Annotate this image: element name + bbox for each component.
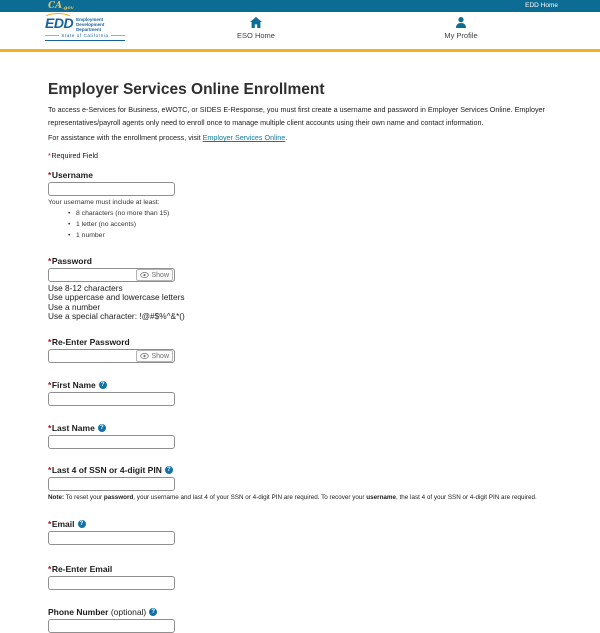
nav-eso-home-label: ESO Home [237, 31, 275, 40]
username-hint-item: • 8 characters (no more than 15) [76, 210, 555, 217]
username-hint-item: • 1 letter (no accents) [76, 221, 555, 228]
ssn-pin-field [48, 465, 555, 502]
required-marker: * [48, 337, 52, 348]
edd-logo-state-row [45, 33, 125, 38]
required-marker: * [48, 170, 52, 180]
last-name-input[interactable] [48, 435, 175, 449]
required-marker: * [48, 564, 52, 575]
edd-logo-department-text: Employment Development Department [76, 17, 105, 32]
nav-eso-home[interactable] [211, 17, 301, 40]
show-button-label: Show [151, 352, 169, 360]
email-field [48, 519, 555, 545]
first-name-field [48, 380, 555, 406]
required-field-note [48, 151, 555, 160]
username-hints [48, 210, 555, 239]
phone-label: Phone Number (optional) ? [48, 607, 555, 617]
assistance-prefix: For assistance with the enrollment process, visit [48, 133, 203, 142]
ca-gov-logo-text: CA [48, 1, 63, 11]
ssn-pin-note: Note: To reset your password, your username and last 4 of your SSN or 4-digit PIN are required. To recover your username, the last 4 of your SSN or 4-digit PIN are required. [48, 494, 537, 502]
nav-my-profile[interactable] [416, 17, 506, 40]
assistance-text [48, 133, 555, 143]
required-marker: * [48, 380, 52, 391]
nav-my-profile-label: My Profile [444, 31, 478, 40]
reenter-password-input-group [48, 349, 175, 363]
required-marker: * [48, 256, 52, 266]
email-label: *Email ? [48, 519, 555, 529]
required-marker: * [48, 423, 52, 434]
ssn-pin-input[interactable] [48, 477, 175, 491]
first-name-input[interactable] [48, 392, 175, 406]
phone-field [48, 607, 555, 633]
reenter-password-show-button[interactable] [136, 350, 173, 362]
password-rules [48, 284, 555, 321]
password-rule: Use a special character: !@#$%^&*() [48, 310, 185, 321]
username-input[interactable] [48, 182, 175, 196]
reenter-email-field [48, 564, 555, 590]
last-name-field [48, 423, 555, 449]
password-rule: Use uppercase and lowercase letters [48, 292, 185, 303]
email-input[interactable] [48, 531, 175, 545]
edd-logo-swoosh [43, 13, 73, 25]
reenter-password-label: *Re-Enter Password [48, 337, 130, 348]
help-icon[interactable]: ? [149, 608, 157, 616]
last-name-label: *Last Name ? [48, 423, 555, 433]
reenter-email-input[interactable] [48, 576, 175, 590]
help-icon[interactable]: ? [165, 466, 173, 474]
eye-icon [140, 272, 149, 278]
utility-bar [0, 0, 600, 12]
edd-logo-underline [45, 40, 125, 42]
phone-input[interactable] [48, 619, 175, 633]
ca-gov-logo-suffix: .gov [62, 5, 74, 11]
person-icon [456, 17, 466, 28]
required-marker: * [48, 519, 52, 530]
edd-logo-gold-rule-left [45, 35, 59, 36]
edd-logo-acronym: EDD [45, 15, 74, 31]
edd-logo[interactable] [45, 16, 125, 41]
required-marker: * [48, 465, 52, 476]
eye-icon [140, 353, 149, 359]
username-label: *Username [48, 170, 93, 180]
password-label: *Password [48, 256, 92, 266]
site-header [0, 12, 600, 49]
password-input-group [48, 268, 175, 282]
assistance-suffix: . [285, 133, 288, 142]
reenter-email-label: *Re-Enter Email [48, 564, 113, 575]
phone-optional-label: (optional) [110, 607, 147, 618]
required-field-label: Required Field [51, 151, 99, 160]
reenter-password-input[interactable] [49, 350, 136, 362]
password-rule: Use 8-12 characters [48, 283, 123, 293]
first-name-label: *First Name ? [48, 380, 555, 390]
edd-logo-state-text: State of California [61, 33, 109, 38]
help-icon[interactable]: ? [98, 424, 106, 432]
intro-text: To access e-Services for Business, eWOTC, or SIDES E-Response, you must first create a username and password in Employer Services Online. Employer representatives/payroll agents only need to enroll once to manage multiple client accounts using their own name and contact information. [48, 105, 545, 127]
show-button-label: Show [151, 271, 169, 279]
main-content [0, 52, 600, 633]
password-field [48, 256, 555, 321]
edd-home-link[interactable]: EDD Home [525, 2, 558, 9]
username-field [48, 170, 555, 239]
help-icon[interactable]: ? [99, 381, 107, 389]
employer-services-online-link[interactable]: Employer Services Online [202, 133, 286, 142]
edd-logo-gold-rule-right [111, 35, 125, 36]
password-input[interactable] [49, 269, 136, 281]
help-icon[interactable]: ? [78, 520, 86, 528]
reenter-password-field [48, 337, 555, 363]
username-hint-title: Your username must include at least: [48, 199, 160, 206]
required-marker: * [48, 151, 51, 160]
home-icon [250, 17, 262, 28]
password-rule: Use a number [48, 301, 101, 312]
ssn-pin-label: *Last 4 of SSN or 4-digit PIN ? [48, 465, 555, 475]
page-title: Employer Services Online Enrollment [48, 81, 325, 98]
username-hint-item: • 1 number [76, 232, 555, 239]
password-show-button[interactable] [136, 269, 173, 281]
